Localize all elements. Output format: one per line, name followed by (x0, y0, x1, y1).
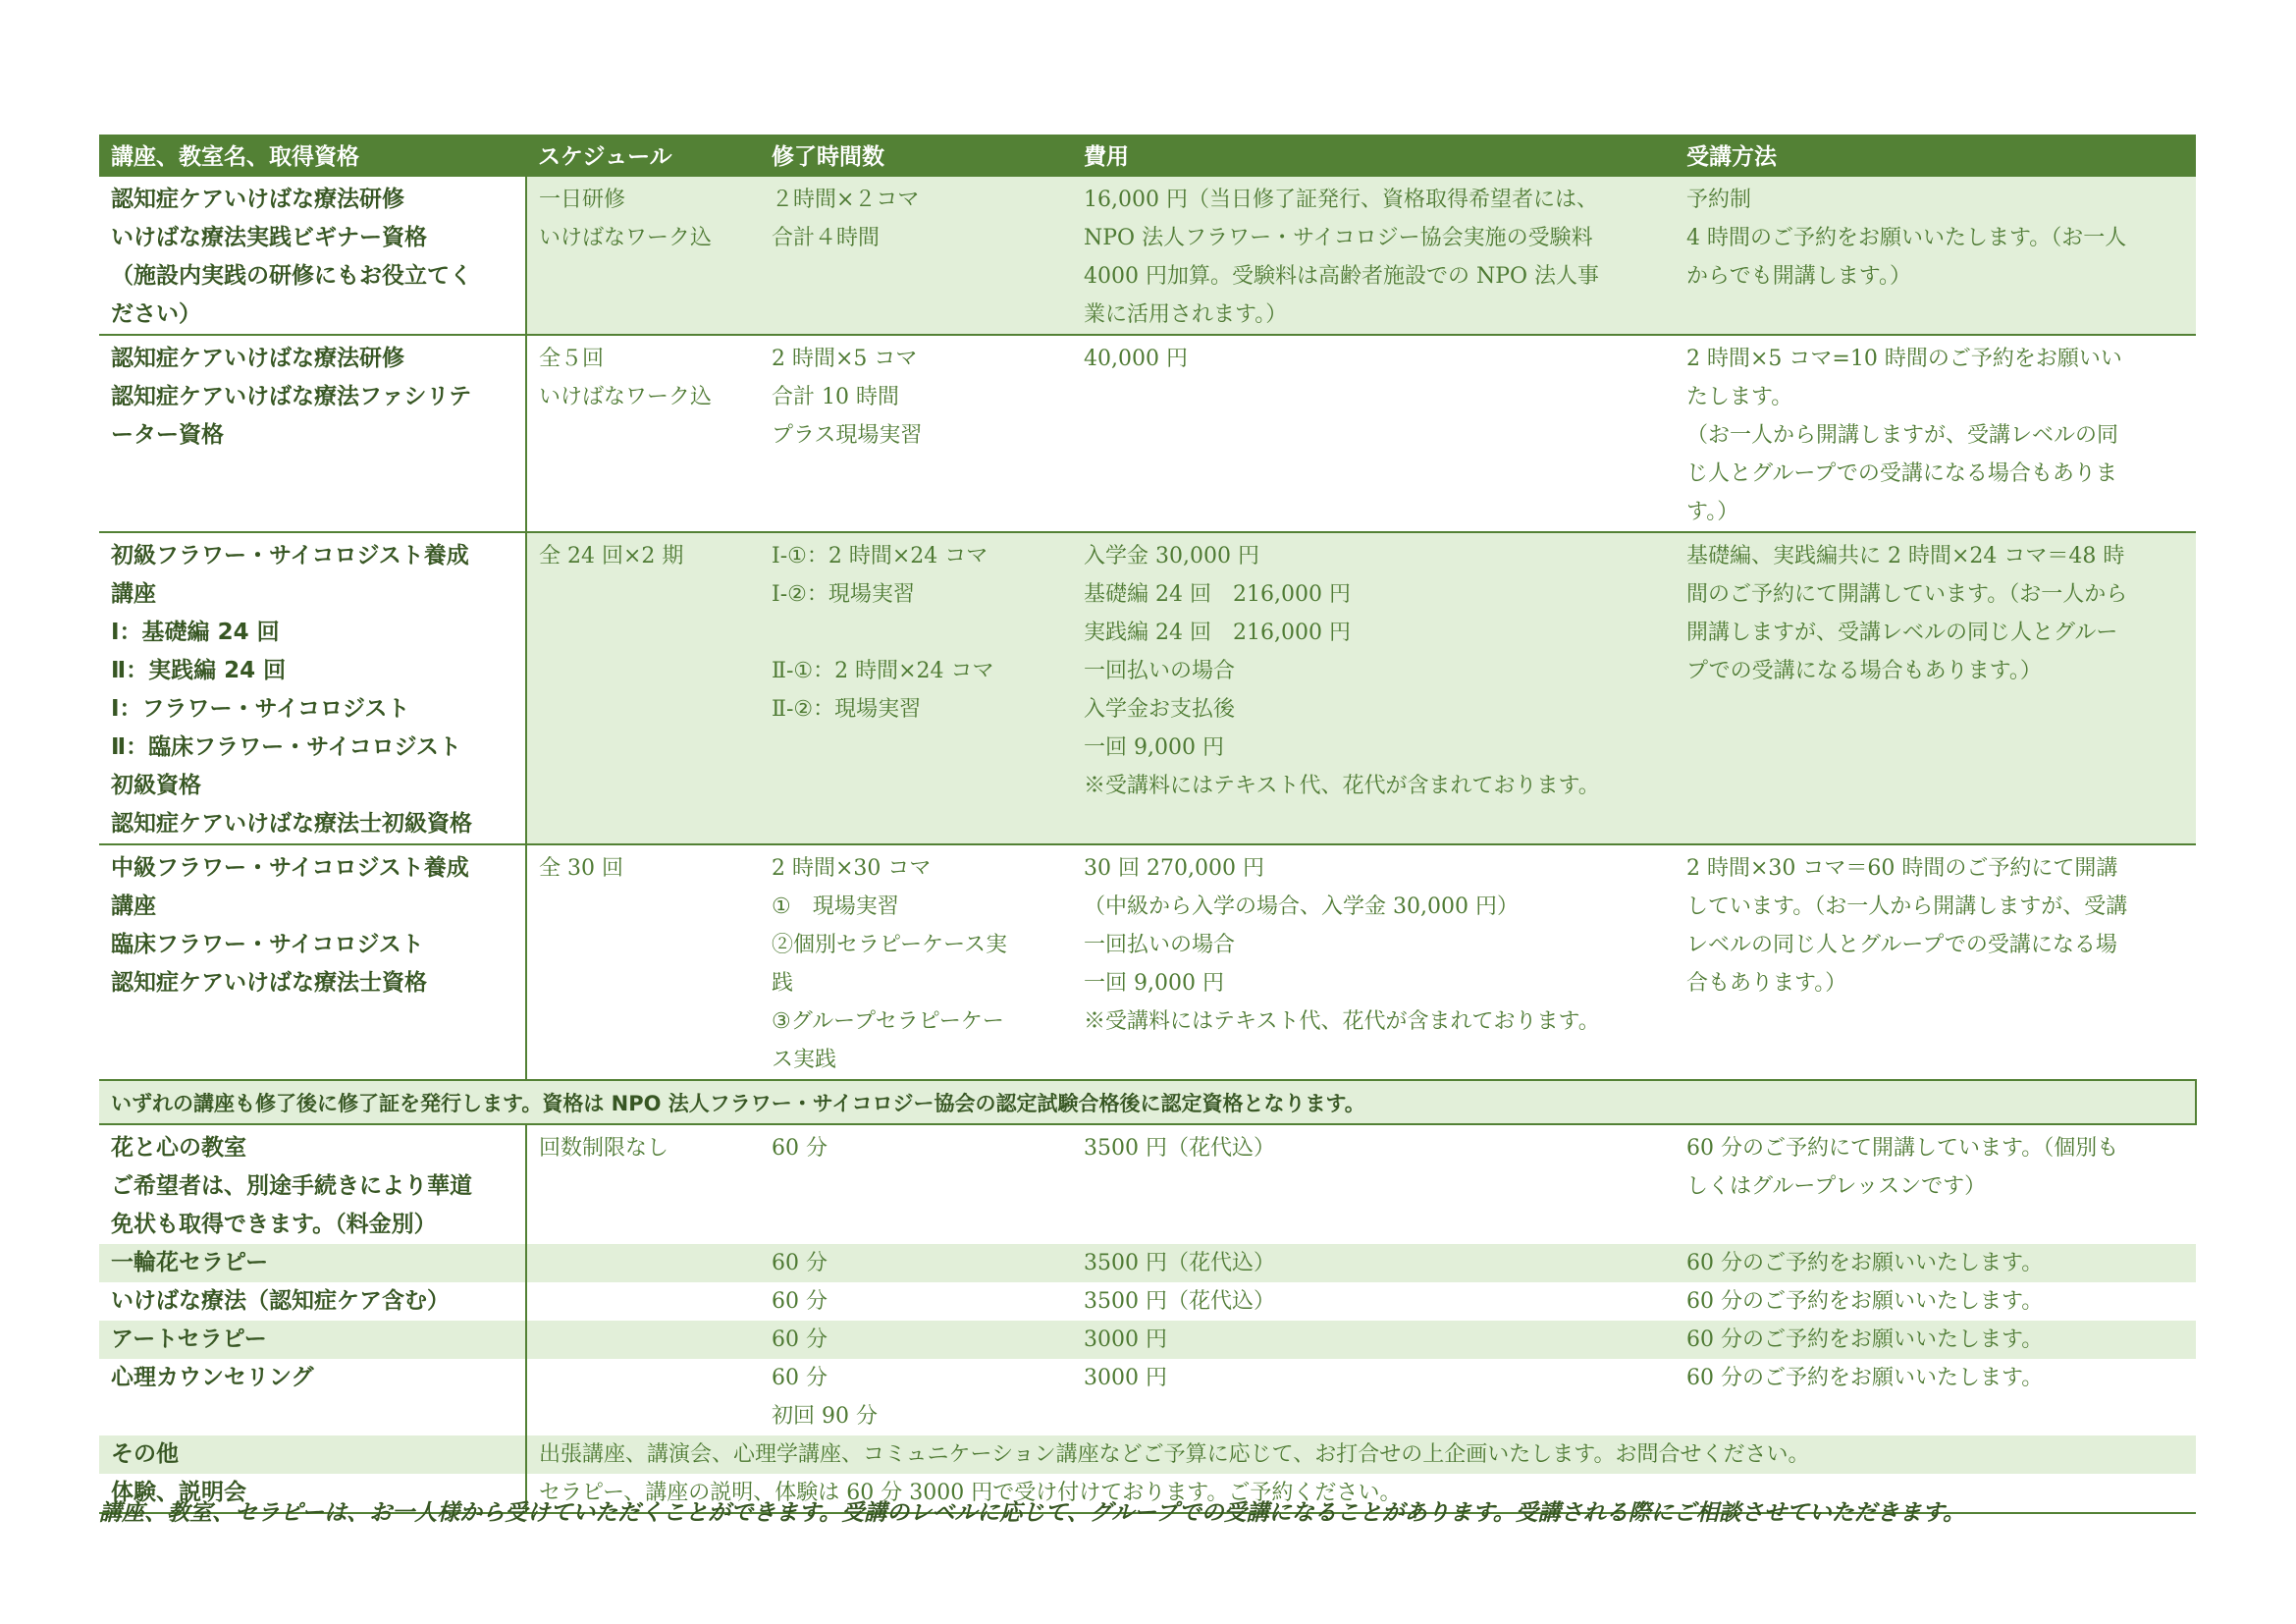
course-method: 2 時間×30 コマ＝60 時間のご予約にて開講 しています。（お一人から開講しますが、受講 レベルの同じ人とグループでの受講になる場 合もあります。） (1675, 844, 2196, 1080)
course-name: 認知症ケアいけばな療法研修 認知症ケアいけばな療法ファシリテ ーター資格 (99, 335, 526, 532)
course-method: 基礎編、実践編共に 2 時間×24 コマ＝48 時 間のご予約にて開講しています。（お一人から 開講しますが、受講レベルの同じ人とグルー プでの受講になる場合もあります。） (1675, 532, 2196, 844)
course-schedule: 全 30 回 (526, 844, 760, 1080)
lesson-hours: 60 分 (760, 1321, 1072, 1359)
lesson-fee: 3000 円 (1072, 1321, 1675, 1359)
lesson-fee: 3500 円（花代込） (1072, 1124, 1675, 1244)
table-row (99, 1321, 2196, 1359)
lesson-method: 60 分のご予約をお願いいたします。 (1675, 1321, 2196, 1359)
lesson-method: 60 分のご予約をお願いいたします。 (1686, 1366, 2044, 1390)
lesson-fee: 3500 円（花代込） (1072, 1244, 1675, 1282)
trial-text: セラピー、講座の説明、体験は 60 分 3000 円で受け付けております。ご予約ください。 (526, 1474, 2196, 1513)
course-schedule: 全５回 いけばなワーク込 (526, 335, 760, 532)
table-row (99, 1359, 2196, 1435)
header-name: 講座、教室名、取得資格 (99, 135, 526, 177)
table-row (99, 1124, 2196, 1244)
course-method: 2 時間×5 コマ=10 時間のご予約をお願いい たします。 （お一人から開講しますが、受講レベルの同 じ人とグループでの受講になる場合もありま す。） (1675, 335, 2196, 532)
lesson-method: 60 分のご予約をお願いいたします。 (1686, 1289, 2044, 1314)
lesson-hours: 60 分 (760, 1124, 1072, 1244)
course-fee: 40,000 円 (1072, 335, 1675, 532)
course-schedule: 一日研修 いけばなワーク込 (526, 177, 760, 335)
header-hours: 修了時間数 (760, 135, 1072, 177)
table-row (99, 177, 2196, 335)
table-header-row (99, 135, 2196, 177)
course-fee: 16,000 円（当日修了証発行、資格取得希望者には、 NPO 法人フラワー・サイコロジー協会実施の受験料 4000 円加算。受験料は高齢者施設での NPO 法人事 業に活用されます。） (1072, 177, 1675, 335)
header-method: 受講方法 (1675, 135, 2196, 177)
lesson-schedule (526, 1321, 760, 1359)
lesson-fee: 3500 円（花代込） (1084, 1289, 1275, 1314)
table-row (99, 532, 2196, 844)
course-method: 予約制 4 時間のご予約をお願いいたします。（お一人 からでも開講します。） (1675, 177, 2196, 335)
other-text: 出張講座、講演会、心理学講座、コミュニケーション講座などご予算に応じて、お打合せの上企画いたします。お問合せください。 (526, 1435, 2196, 1474)
lesson-schedule (526, 1359, 760, 1435)
table-row (99, 335, 2196, 532)
table-row (99, 1244, 2196, 1282)
course-name: 認知症ケアいけばな療法研修 いけばな療法実践ビギナー資格 （施設内実践の研修にもお役立てく ださい） (99, 177, 526, 335)
lesson-name: 心理カウンセリング (99, 1359, 526, 1435)
other-name: その他 (99, 1435, 526, 1474)
lesson-name: アートセラピー (99, 1321, 526, 1359)
course-hours: ２時間×２コマ 合計４時間 (760, 177, 1072, 335)
course-fee: 入学金 30,000 円 基礎編 24 回 216,000 円 実践編 24 回 216,000 円 一回払いの場合 入学金お支払後 一回 9,000 円 ※受講料にはテキスト代、花代が含まれております。 (1072, 532, 1675, 844)
footer-note: 講座、教室、セラピーは、お一人様から受けていただくことができます。受講のレベルに応じて、グループでの受講になることがあります。受講される際にご相談させていただきます。 (99, 1500, 1965, 1526)
lesson-method: 60 分のご予約をお願いいたします。 (1675, 1244, 2196, 1282)
header-fee: 費用 (1072, 135, 1675, 177)
course-schedule: 全 24 回×2 期 (526, 532, 760, 844)
course-hours: 2 時間×5 コマ 合計 10 時間 プラス現場実習 (760, 335, 1072, 532)
trial-name: 体験、説明会 (99, 1474, 526, 1513)
table-row (99, 1282, 2196, 1321)
lesson-method: 60 分のご予約にて開講しています。（個別も しくはグループレッスンです） (1675, 1124, 2196, 1244)
lesson-name: いけばな療法（認知症ケア含む） (99, 1282, 526, 1321)
course-name: 初級フラワー・サイコロジスト養成 講座 Ⅰ：基礎編 24 回 Ⅱ：実践編 24 回 Ⅰ：フラワー・サイコロジスト Ⅱ：臨床フラワー・サイコロジスト 初級資格 認知症ケアいけばな療法士初級資格 (99, 532, 526, 844)
lesson-schedule (526, 1244, 760, 1282)
lesson-hours: 60 分 (760, 1244, 1072, 1282)
course-hours: Ⅰ-①：2 時間×24 コマ Ⅰ-②：現場実習 Ⅱ-①：2 時間×24 コマ Ⅱ-②：現場実習 (760, 532, 1072, 844)
lesson-schedule (526, 1282, 760, 1321)
certificate-note: いずれの講座も修了後に修了証を発行します。資格は NPO 法人フラワー・サイコロジー協会の認定試験合格後に認定資格となります。 (99, 1080, 2196, 1124)
course-fee: 30 回 270,000 円 （中級から入学の場合、入学金 30,000 円） 一回払いの場合 一回 9,000 円 ※受講料にはテキスト代、花代が含まれております。 (1072, 844, 1675, 1080)
table-row (99, 844, 2196, 1080)
note-row (99, 1080, 2196, 1124)
lesson-fee: 3000 円 (1084, 1366, 1167, 1390)
lesson-hours: 60 分 初回 90 分 (772, 1366, 878, 1429)
header-schedule: スケジュール (526, 135, 760, 177)
lesson-schedule: 回数制限なし (526, 1124, 760, 1244)
lesson-name: 花と心の教室 ご希望者は、別途手続きにより華道 免状も取得できます。（料金別） (99, 1124, 526, 1244)
table-row (99, 1435, 2196, 1474)
course-table (99, 135, 2197, 1514)
lesson-hours: 60 分 (772, 1289, 828, 1314)
course-name: 中級フラワー・サイコロジスト養成 講座 臨床フラワー・サイコロジスト 認知症ケアいけばな療法士資格 (99, 844, 526, 1080)
course-hours: 2 時間×30 コマ ① 現場実習 ②個別セラピーケース実 践 ③グループセラピーケー ス実践 (760, 844, 1072, 1080)
lesson-name: 一輪花セラピー (99, 1244, 526, 1282)
